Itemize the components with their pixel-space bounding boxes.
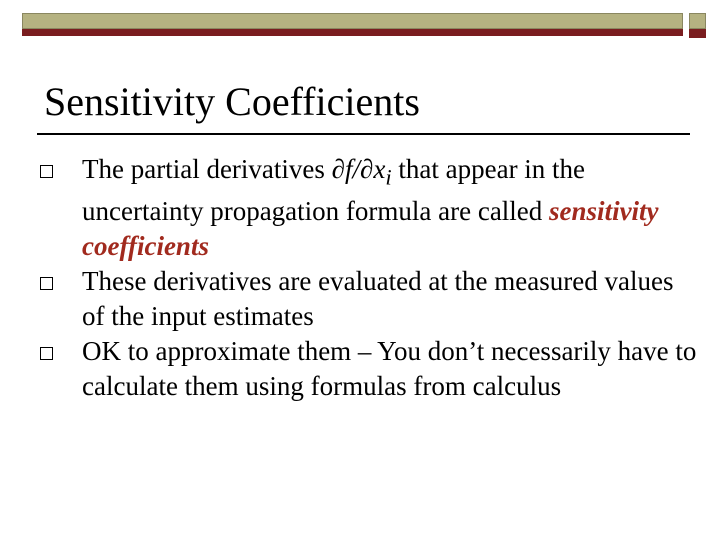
emphasized-term: sensitivity coefficients: [82, 196, 659, 262]
math-slash: /: [352, 154, 361, 184]
math-variable-x: x: [373, 154, 386, 184]
header-bar-olive: [22, 13, 683, 29]
header-bar-maroon: [22, 29, 683, 36]
math-function-f: f: [345, 154, 353, 184]
bullet-text: OK to approximate them – You don’t necessarily have to calculate them using formulas from calculus: [82, 336, 697, 402]
corner-box-maroon: [689, 29, 706, 38]
bullet-list: [40, 152, 700, 404]
bullet-text-continuation: that appear in the uncertainty propagation formula are called: [82, 154, 586, 227]
bullet-item-evaluation: [40, 264, 700, 334]
math-subscript-i: i: [385, 164, 392, 190]
slide-title: Sensitivity Coefficients: [44, 79, 420, 124]
bullet-text: These derivatives are evaluated at the measured values of the input estimates: [82, 266, 674, 332]
bullet-item-partial-derivatives: [40, 152, 700, 264]
partial-symbol: ∂: [331, 154, 345, 184]
hollow-square-bullet-icon: [40, 165, 53, 178]
bullet-text-intro: The partial derivatives: [82, 154, 332, 184]
title-divider: [37, 133, 690, 135]
bullet-item-approximation: [40, 334, 700, 404]
math-partial-derivative: [331, 154, 392, 190]
hollow-square-bullet-icon: [40, 347, 53, 360]
corner-box-olive: [689, 13, 706, 29]
hollow-square-bullet-icon: [40, 277, 53, 290]
partial-symbol: ∂: [360, 154, 374, 184]
